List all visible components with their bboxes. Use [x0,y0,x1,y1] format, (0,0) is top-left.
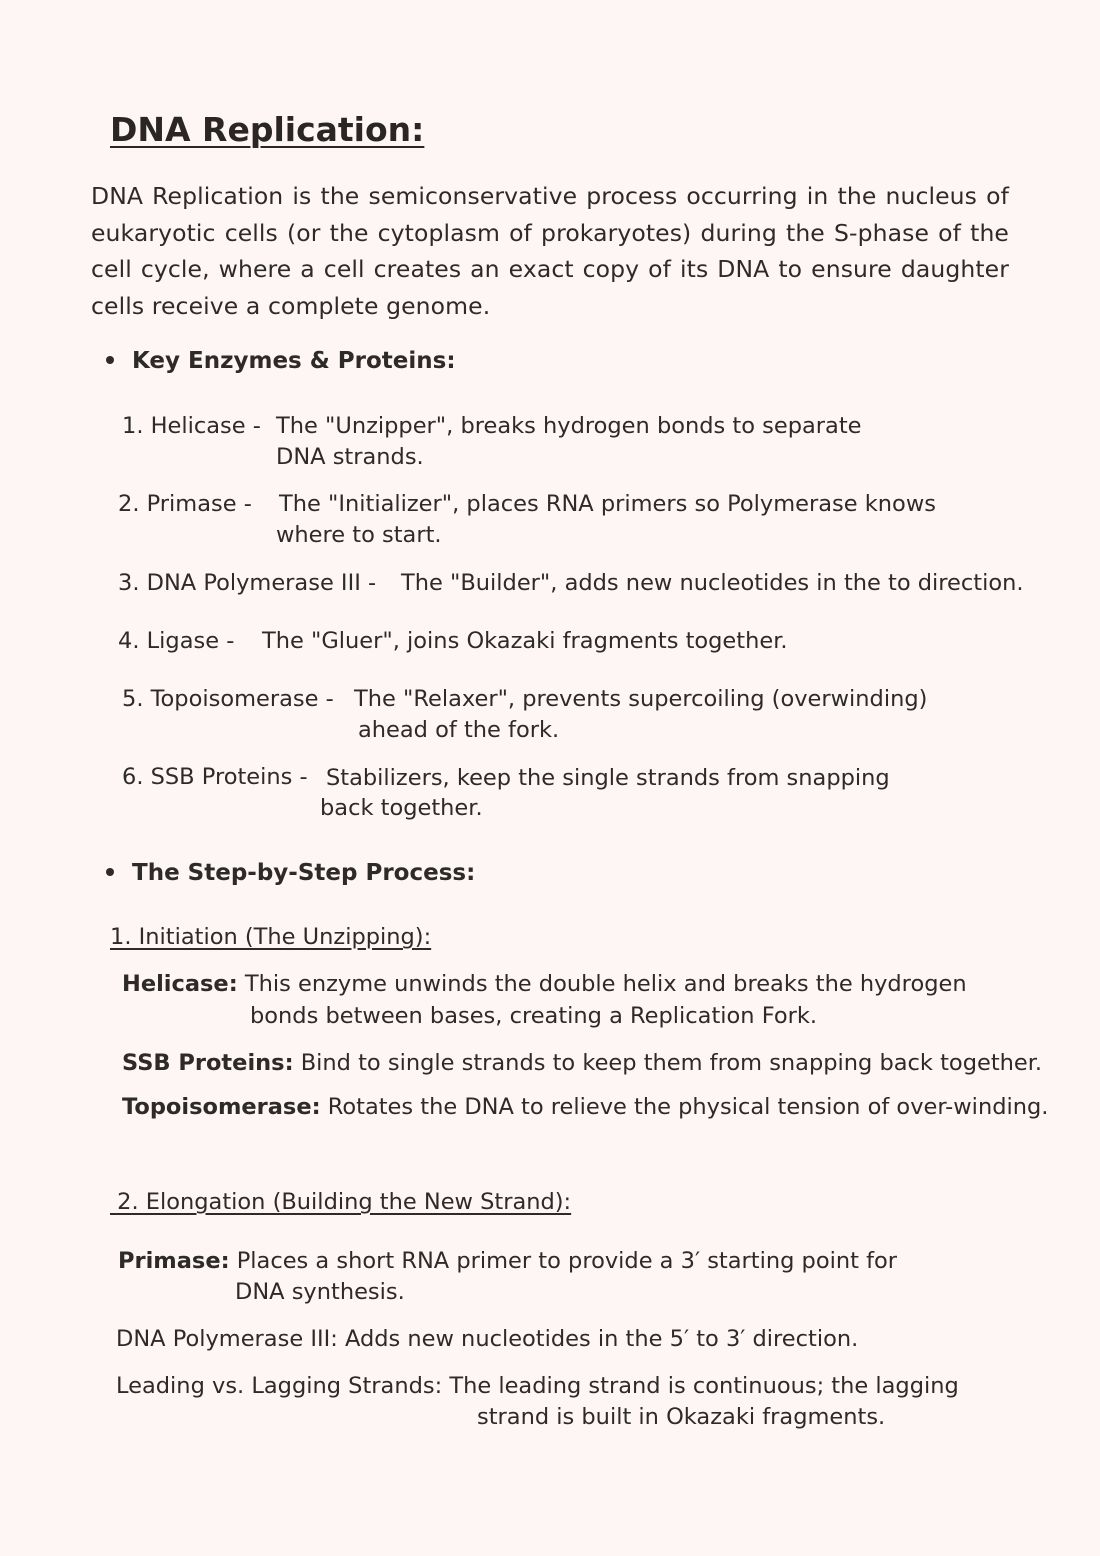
initiation-ssb-term: SSB Proteins: [122,1050,294,1076]
enzymes-heading-text: Key Enzymes & Proteins: [132,348,456,374]
bullet-icon [106,868,114,876]
elongation-polymerase-term: DNA Polymerase III: [116,1326,338,1352]
enzymes-heading [106,348,456,374]
initiation-topoisomerase [122,1094,1048,1120]
enzyme-helicase-desc: The "Unzipper", breaks hydrogen bonds to separate [276,413,862,439]
enzyme-ssb-desc: Stabilizers, keep the single strands from snapping [326,765,890,791]
process-heading [106,860,475,886]
elongation-primase [118,1248,897,1274]
enzyme-polymerase-name: 3. DNA Polymerase III - [118,570,377,596]
enzyme-polymerase-desc: The "Builder", adds new nucleotides in the to direction. [401,570,1024,596]
process-heading-text: The Step-by-Step Process: [132,860,476,886]
initiation-ssb-desc: Bind to single strands to keep them from snapping back together. [300,1050,1043,1076]
enzyme-topoisomerase-name: 5. Topoisomerase - [122,686,334,712]
enzyme-primase-desc-cont: where to start. [276,522,442,548]
initiation-ssb [122,1050,1042,1076]
elongation-polymerase [116,1326,858,1352]
initiation-topoisomerase-desc: Rotates the DNA to relieve the physical tension of over-winding. [327,1094,1049,1120]
initiation-helicase-desc-cont: bonds between bases, creating a Replication Fork. [250,1003,818,1029]
elongation-strands-desc: The leading strand is continuous; the lagging [449,1373,959,1399]
enzyme-ligase-name: 4. Ligase - [118,628,235,654]
enzyme-ssb-desc-cont: back together. [320,795,483,821]
elongation-polymerase-desc: Adds new nucleotides in the 5′ to 3′ direction. [344,1326,859,1352]
initiation-helicase-term: Helicase: [122,971,238,997]
elongation-heading: 2. Elongation (Building the New Strand): [110,1189,572,1215]
elongation-strands-desc-cont: strand is built in Okazaki fragments. [477,1404,886,1430]
bullet-icon [106,356,114,364]
enzyme-topoisomerase-desc-cont: ahead of the fork. [358,717,560,743]
enzyme-primase-name: 2. Primase - [118,491,252,517]
elongation-strands-term: Leading vs. Lagging Strands: [116,1373,443,1399]
enzyme-ligase-desc: The "Gluer", joins Okazaki fragments together. [262,628,788,654]
initiation-heading: 1. Initiation (The Unzipping): [110,924,432,950]
elongation-primase-desc-cont: DNA synthesis. [235,1279,405,1305]
elongation-primase-term: Primase: [118,1248,230,1274]
elongation-primase-desc: Places a short RNA primer to provide a 3′ starting point for [236,1248,898,1274]
intro-paragraph: DNA Replication is the semiconservative process occurring in the nucleus of eukaryotic cells (or the cytoplasm of prokaryotes) during the S-phase of the cell cycle, where a cell creates an exact copy of its DNA to ensure daughter cells receive a complete genome. [91,182,1009,320]
enzyme-helicase-name: 1. Helicase - [122,413,261,439]
page-title: DNA Replication: [110,110,425,149]
initiation-helicase [122,971,967,997]
enzyme-topoisomerase-desc: The "Relaxer", prevents supercoiling (overwinding) [354,686,928,712]
enzyme-ssb-name: 6. SSB Proteins - [122,764,308,790]
initiation-topoisomerase-term: Topoisomerase: [122,1094,321,1120]
elongation-strands [116,1373,959,1399]
enzyme-primase-desc: The "Initializer", places RNA primers so Polymerase knows [279,491,936,517]
initiation-helicase-desc: This enzyme unwinds the double helix and breaks the hydrogen [244,971,967,997]
enzyme-helicase-desc-cont: DNA strands. [276,444,424,470]
